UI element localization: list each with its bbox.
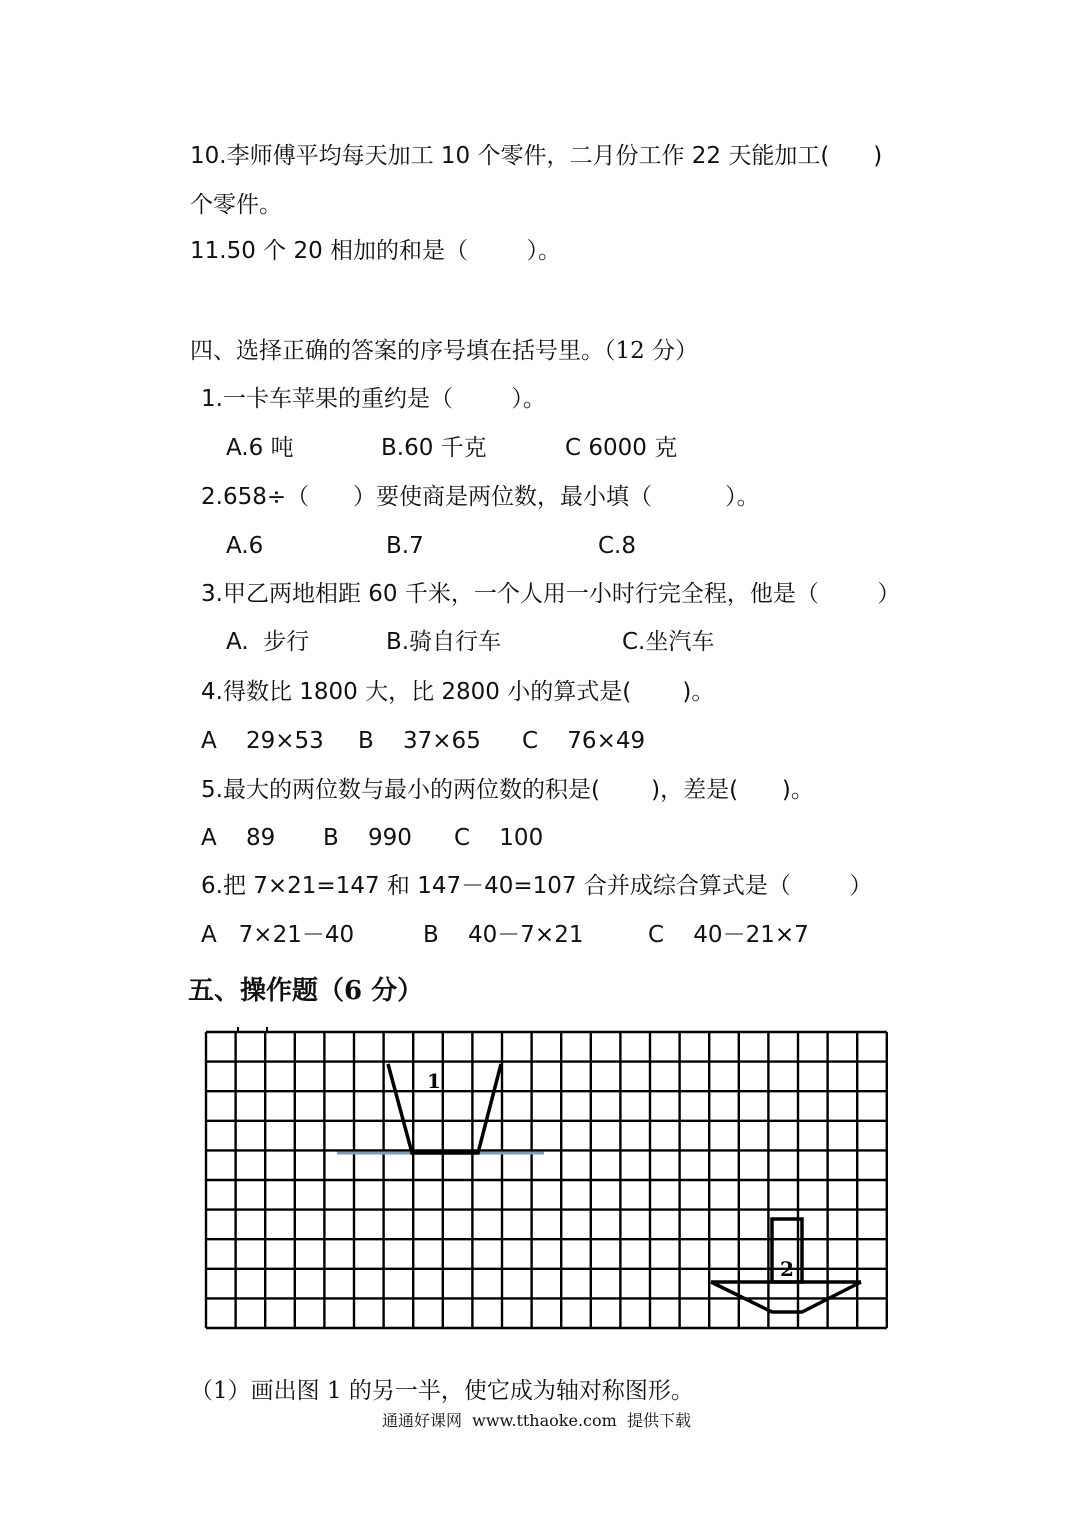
q2-option-b: B.7 [386,533,424,559]
figure-1-label: 1 [427,1069,441,1093]
q3-option-c: C.坐汽车 [622,629,715,655]
footer-credit: 通通好课网 www.tthaoke.com 提供下载 [382,1411,691,1430]
section4-heading: 四、选择正确的答案的序号填在括号里。（12 分） [190,338,699,364]
q1-option-c: C 6000 克 [565,435,678,461]
q2-stem: 2.658÷（ ）要使商是两位数，最小填（ ）。 [201,484,760,510]
q3-stem: 3.甲乙两地相距 60 千米，一个人用一小时行完全程，他是（ ） [201,581,901,607]
q11: 11.50 个 20 相加的和是（ ）。 [190,238,562,264]
q2-option-a: A.6 [226,533,264,559]
q4-option-a: A 29×53 [201,728,324,754]
q4-option-c: C 76×49 [522,728,646,754]
q1-stem: 1.一卡车苹果的重约是（ ）。 [201,386,546,412]
figure-2-label: 2 [780,1257,794,1281]
q1-option-b: B.60 千克 [381,435,487,461]
q3-option-b: B.骑自行车 [386,629,502,655]
q4-option-b: B 37×65 [358,728,481,754]
q6-option-a: A 7×21－40 [201,922,355,948]
q10-line1: 10.李师傅平均每天加工 10 个零件，二月份工作 22 天能加工( ) [190,143,883,169]
q6-option-c: C 40－21×7 [648,922,809,948]
q6-option-b: B 40－7×21 [423,922,584,948]
q1-option-a: A.6 吨 [226,435,294,461]
q2-option-c: C.8 [598,533,637,559]
section5-q1: （1）画出图 1 的另一半，使它成为轴对称图形。 [190,1378,694,1404]
q5-stem: 5.最大的两位数与最小的两位数的积是( )，差是( )。 [201,777,814,803]
section5-heading: 五、操作题（6 分） [188,976,424,1006]
q3-option-a: A. 步行 [226,629,310,655]
figure-1-outline [388,1064,501,1153]
q4-stem: 4.得数比 1800 大，比 2800 小的算式是( )。 [201,679,715,705]
q5-option-c: C 100 [454,825,544,851]
q5-option-b: B 990 [323,825,412,851]
figure-2-outline [711,1282,861,1312]
q5-option-a: A 89 [201,825,276,851]
q10-line2: 个零件。 [190,192,282,218]
q6-stem: 6.把 7×21=147 和 147－40=107 合并成综合算式是（ ） [201,873,873,899]
